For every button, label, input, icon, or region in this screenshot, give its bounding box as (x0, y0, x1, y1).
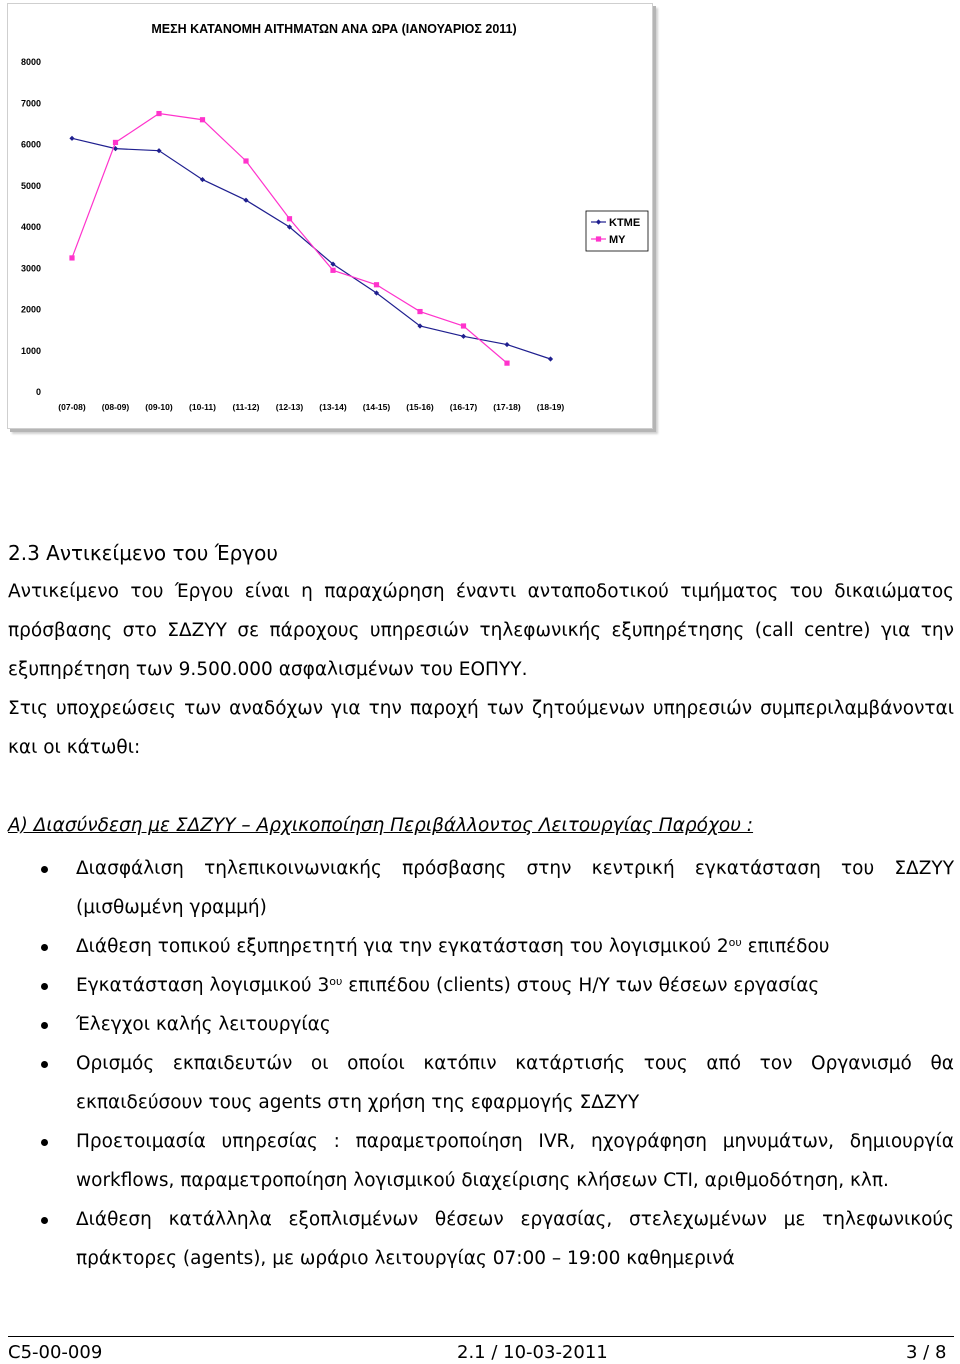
bullet-6-line-1: Προετοιμασία υπηρεσίας : παραμετροποίηση IVR, ηχογράφηση μηνυμάτων, δημιουργία (76, 1131, 954, 1152)
bullet-1-line-1: Διασφάλιση τηλεπικοινωνιακής πρόσβασης στην κεντρική εγκατάσταση του ΣΔΖΥΥ (76, 858, 954, 879)
bullet-3-superscript: ου (329, 975, 343, 988)
data-point-2 (417, 309, 422, 314)
x-tick-label: (12-13) (275, 402, 304, 412)
y-tick-label: 7000 (20, 98, 41, 109)
x-tick-label: (14-15) (362, 402, 391, 412)
section-title: 2.3 Αντικείμενο του Έργου (8, 541, 278, 565)
series-line-2 (72, 114, 507, 364)
bullet-4: Έλεγχοι καλής λειτουργίας (76, 1014, 331, 1035)
data-point-2 (461, 323, 466, 328)
bullet-dot (41, 1022, 48, 1029)
data-point-2 (69, 255, 74, 260)
series-line-1 (72, 138, 551, 359)
x-tick-label: (10-11) (189, 402, 216, 412)
bullet-3-text: Εγκατάσταση λογισμικού 3 (76, 975, 330, 996)
line-chart (8, 4, 652, 428)
x-tick-label: (11-12) (232, 402, 260, 412)
y-tick-label: 4000 (20, 222, 41, 232)
data-point-1 (548, 356, 553, 361)
x-tick-label: (15-16) (406, 402, 434, 412)
y-tick-label: 3000 (20, 263, 41, 274)
bullet-dot (41, 1217, 48, 1224)
chart-container (7, 3, 653, 429)
data-point-1 (69, 136, 74, 141)
bullet-2-text-end: επιπέδου (741, 936, 830, 957)
bullet-3-text-end: επιπέδου (clients) στους Η/Υ των θέσεων εργασίας (342, 975, 820, 996)
paragraph-2-line-1: Στις υποχρεώσεις των αναδόχων για την παροχή των ζητούμενων υπηρεσιών συμπεριλαμβάνονται (8, 698, 954, 719)
y-tick-label: 2000 (20, 304, 41, 315)
data-point-2 (330, 268, 335, 273)
bullet-3 (76, 966, 954, 1005)
chart-title: ΜΕΣΗ ΚΑΤΑΝΟΜΗ ΑΙΤΗΜΑΤΩΝ ΑΝΑ ΩΡΑ (ΙΑΝΟΥΑΡΙΟΣ 2011) (151, 22, 517, 36)
x-tick-label: (08-09) (101, 402, 130, 412)
x-tick-label: (13-14) (319, 402, 347, 412)
data-point-1 (504, 342, 509, 347)
bullet-7-line-1: Διάθεση κατάλληλα εξοπλισμένων θέσεων εργασίας, στελεχωμένων με τηλεφωνικούς (76, 1209, 954, 1230)
footer-version: 2.1 / 10-03-2011 (457, 1342, 608, 1363)
y-tick-label: 0 (35, 387, 41, 397)
footer-doc-code: C5-00-009 (8, 1342, 103, 1363)
data-point-2 (113, 140, 118, 145)
data-point-2 (243, 158, 248, 163)
legend-label-1: ΚΤΜΕ (609, 217, 641, 229)
data-point-2 (374, 282, 379, 287)
footer-rule (8, 1336, 954, 1337)
bullet-dot (41, 866, 48, 873)
x-tick-label: (18-19) (536, 402, 565, 412)
subsection-heading-a: Α) Διασύνδεση με ΣΔΖΥΥ – Αρχικοποίηση Περιβάλλοντος Λειτουργίας Παρόχου : (8, 815, 754, 836)
x-tick-label: (09-10) (145, 402, 173, 412)
bullet-7-line-2: πράκτορες (agents), με ωράριο λειτουργίας 07:00 – 19:00 καθημερινά (76, 1248, 735, 1269)
bullet-dot (41, 1139, 48, 1146)
x-tick-label: (17-18) (493, 402, 521, 412)
data-point-2 (287, 216, 292, 221)
bullet-5-line-2: εκπαιδεύσουν τους agents στη χρήση της εφαρμογής ΣΔΖΥΥ (76, 1092, 640, 1113)
bullet-dot (41, 944, 48, 951)
bullet-5-line-1: Ορισμός εκπαιδευτών οι οποίοι κατόπιν κατάρτισής τους από τον Οργανισμό θα (76, 1053, 954, 1074)
paragraph-1-line-2: πρόσβασης στο ΣΔΖΥΥ σε πάροχους υπηρεσιών τηλεφωνικής εξυπηρέτησης (call centre) για την (8, 620, 954, 641)
bullet-6-line-2: workflows, παραμετροποίηση λογισμικού διαχείρισης κλήσεων CTI, αριθμοδότηση, κλπ. (76, 1170, 889, 1191)
bullet-1-line-2: (μισθωμένη γραμμή) (76, 897, 267, 918)
bullet-2-text: Διάθεση τοπικού εξυπηρετητή για την εγκατάσταση του λογισμικού 2 (76, 936, 729, 957)
x-tick-label: (07-08) (58, 402, 86, 412)
data-point-2 (504, 361, 509, 366)
y-tick-label: 8000 (20, 57, 41, 67)
bullet-dot (41, 983, 48, 990)
y-tick-label: 1000 (20, 345, 41, 356)
bullet-2 (76, 927, 954, 966)
bullet-dot (41, 1061, 48, 1068)
legend-marker-2 (596, 236, 601, 241)
y-tick-label: 5000 (20, 180, 41, 191)
data-point-2 (200, 117, 205, 122)
data-point-1 (461, 334, 466, 339)
paragraph-1-line-3: εξυπηρέτηση των 9.500.000 ασφαλισμένων του ΕΟΠΥΥ. (8, 659, 528, 680)
footer-page-number: 3 / 8 (906, 1342, 947, 1363)
paragraph-2-line-2: και οι κάτωθι: (8, 737, 141, 758)
data-point-2 (156, 111, 161, 116)
legend-label-2: ΜΥ (609, 234, 626, 246)
paragraph-1-line-1: Αντικείμενο του Έργου είναι η παραχώρηση έναντι ανταποδοτικού τιμήματος του δικαιώματος (8, 581, 954, 602)
y-tick-label: 6000 (20, 139, 41, 150)
x-tick-label: (16-17) (449, 402, 478, 412)
bullet-2-superscript: ου (728, 936, 742, 949)
